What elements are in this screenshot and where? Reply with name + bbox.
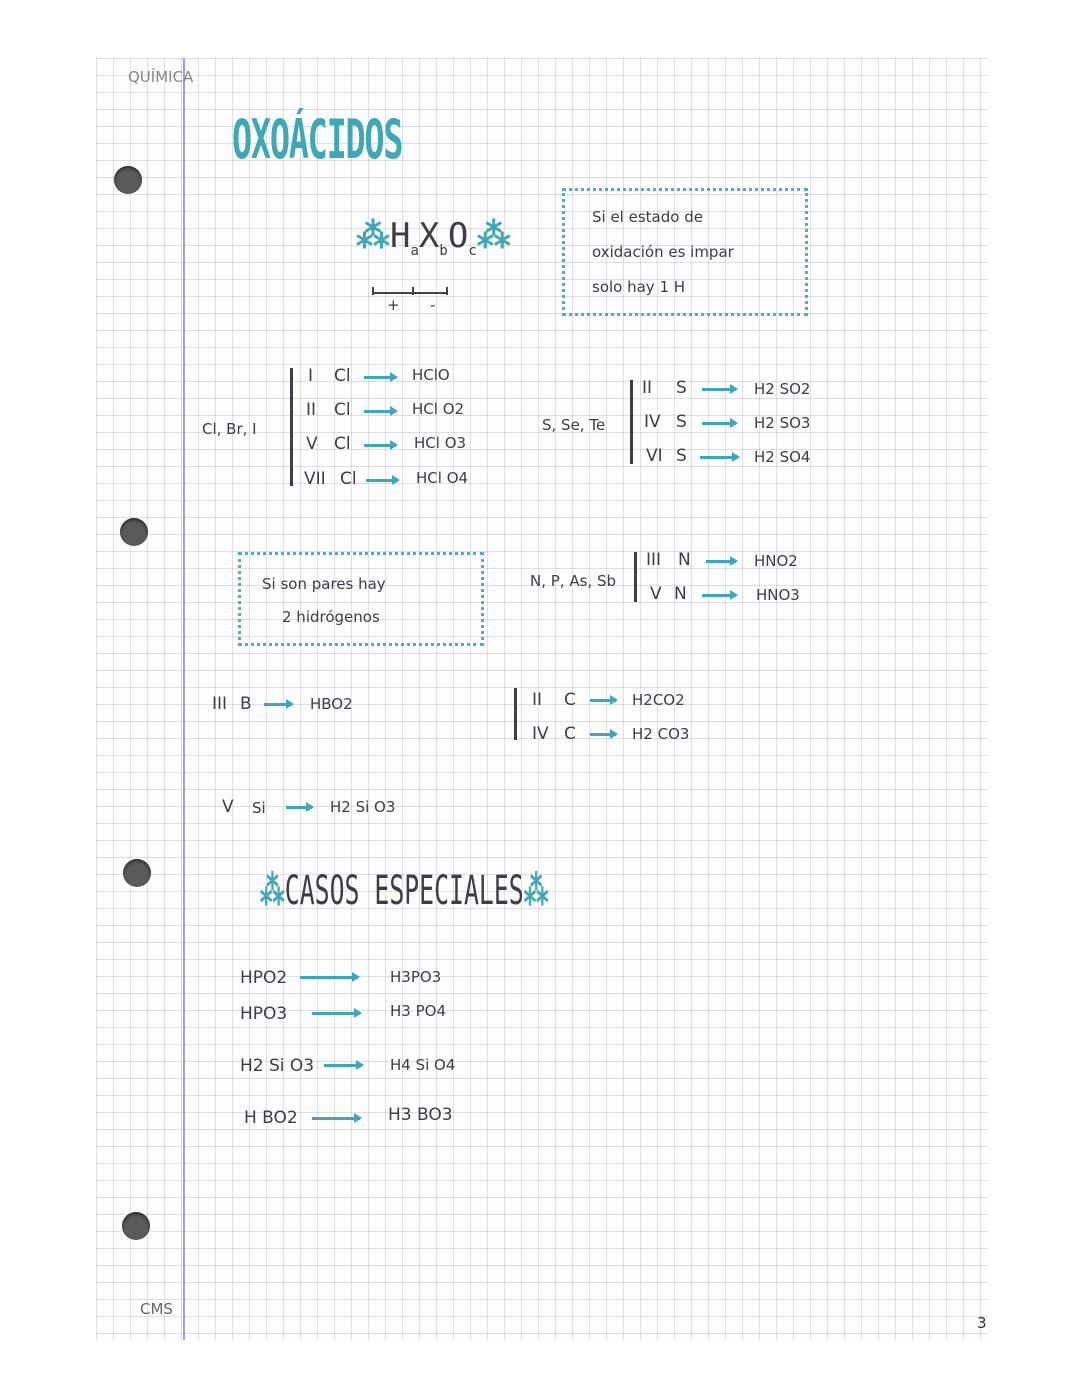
arrow-icon: [702, 594, 736, 597]
bracket: [634, 552, 637, 602]
bracket-tick: [412, 287, 414, 295]
acid-formula: HNO2: [754, 552, 798, 570]
acid-formula: H2CO2: [632, 691, 685, 709]
arrow-icon: [706, 560, 736, 563]
oxidation-state: II: [642, 378, 653, 398]
oxidation-state: IV: [644, 412, 661, 432]
oxidation-state: VI: [646, 446, 663, 466]
binder-hole: [123, 859, 151, 887]
oxidation-state: V: [222, 797, 234, 817]
minus-sign: -: [430, 296, 436, 314]
special-product: H3PO3: [390, 968, 442, 986]
special-reactant: H2 Si O3: [240, 1056, 315, 1076]
note-odd-line: solo hay 1 H: [592, 278, 686, 296]
binder-hole: [122, 1212, 150, 1240]
arrow-icon: [286, 806, 312, 809]
arrow-icon: [264, 703, 292, 706]
arrow-icon: [590, 699, 616, 702]
binder-hole: [114, 166, 142, 194]
laurel-left-icon: ⁂: [260, 868, 285, 914]
charge-bracket: [372, 292, 448, 294]
oxidation-state: V: [306, 434, 318, 454]
element: C: [564, 690, 576, 710]
arrow-icon: [364, 410, 396, 413]
element: Cl: [334, 400, 351, 420]
note-odd-line: oxidación es impar: [592, 243, 734, 261]
element: S: [676, 412, 687, 432]
binder-hole: [120, 518, 148, 546]
bracket: [514, 688, 517, 740]
acid-formula: HNO3: [756, 586, 800, 604]
oxidation-state: VII: [304, 469, 326, 489]
acid-formula: H2 SO4: [754, 448, 811, 466]
page-title: OXOÁCIDOS: [232, 108, 403, 171]
special-reactant: HPO3: [240, 1004, 288, 1024]
element: Si: [252, 799, 266, 817]
element: S: [676, 378, 687, 398]
arrow-icon: [366, 479, 398, 482]
arrow-icon: [702, 422, 736, 425]
halogen-label: Cl, Br, I: [202, 420, 257, 438]
element: B: [240, 694, 252, 714]
subject-header: QUÍMICA: [128, 68, 194, 86]
arrow-icon: [590, 733, 616, 736]
nitrogen-group-label: N, P, As, Sb: [530, 572, 616, 590]
oxidation-state: V: [650, 584, 662, 604]
special-product: H3 PO4: [390, 1002, 446, 1020]
acid-formula: H2 SO2: [754, 380, 811, 398]
element: C: [564, 724, 576, 744]
laurel-right-icon: ⁂: [476, 216, 511, 256]
bracket: [290, 368, 293, 486]
special-reactant: H BO2: [244, 1108, 298, 1128]
oxidation-state: II: [532, 690, 543, 710]
margin-line: [183, 58, 185, 1340]
oxidation-state: III: [646, 550, 662, 570]
oxidation-state: IV: [532, 724, 549, 744]
arrow-icon: [364, 376, 396, 379]
element: Cl: [340, 469, 357, 489]
laurel-left-icon: ⁂: [356, 216, 390, 256]
author-initials: CMS: [140, 1300, 173, 1318]
acid-formula: H2 Si O3: [330, 798, 396, 816]
note-even-box: [238, 552, 484, 646]
special-reactant: HPO2: [240, 968, 288, 988]
general-formula: $⁂H_aX_bO_c⁂$: [356, 216, 511, 259]
arrow-icon: [312, 1117, 360, 1120]
arrow-icon: [312, 1012, 360, 1015]
element: S: [676, 446, 687, 466]
bracket-tick: [446, 287, 448, 295]
oxidation-state: II: [306, 400, 317, 420]
plus-sign: +: [387, 296, 400, 314]
element: N: [678, 550, 691, 570]
oxidation-state: I: [308, 366, 314, 386]
arrow-icon: [324, 1064, 362, 1067]
element: Cl: [334, 366, 351, 386]
oxidation-state: III: [212, 694, 228, 714]
acid-formula: HCl O3: [414, 434, 467, 452]
special-product: H4 Si O4: [390, 1056, 456, 1074]
acid-formula: HBO2: [310, 695, 353, 713]
acid-formula: HCl O2: [412, 400, 465, 418]
arrow-icon: [702, 388, 736, 391]
element: N: [674, 584, 687, 604]
arrow-icon: [364, 444, 396, 447]
note-even-line: 2 hidrógenos: [282, 608, 380, 626]
arrow-icon: [300, 976, 358, 979]
page-number: 3: [977, 1314, 987, 1332]
acid-formula: H2 SO3: [754, 414, 811, 432]
arrow-icon: [700, 456, 738, 459]
laurel-right-icon: ⁂: [523, 868, 549, 914]
acid-formula: HClO: [412, 366, 450, 384]
note-even-line: Si son pares hay: [262, 575, 386, 593]
special-cases-title: ⁂CASOS ESPECIALES⁂: [260, 868, 549, 914]
acid-formula: HCl O4: [416, 469, 469, 487]
bracket: [630, 380, 633, 464]
chalcogen-label: S, Se, Te: [542, 416, 606, 434]
element: Cl: [334, 434, 351, 454]
bracket-tick: [372, 287, 374, 295]
note-odd-line: Si el estado de: [592, 208, 703, 226]
special-product: H3 BO3: [388, 1105, 453, 1125]
acid-formula: H2 CO3: [632, 725, 690, 743]
